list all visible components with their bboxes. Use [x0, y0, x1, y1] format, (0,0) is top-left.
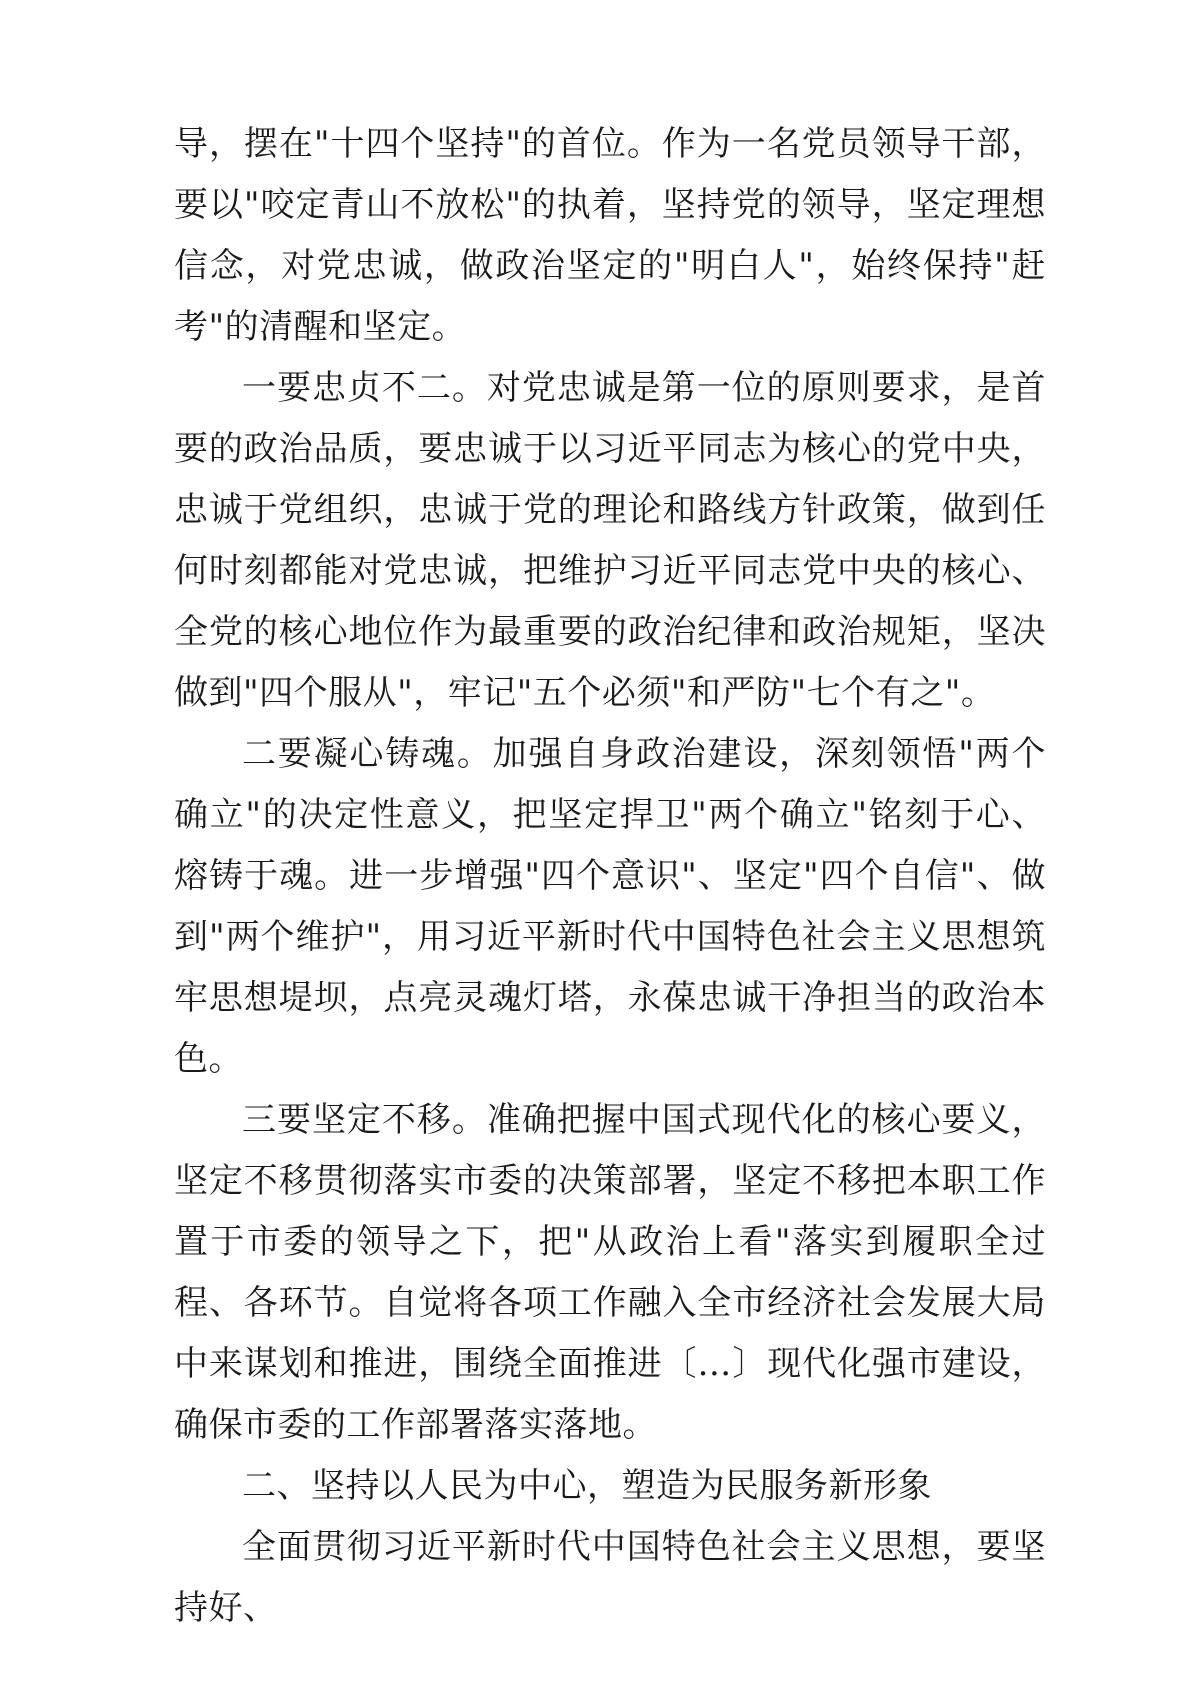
document-body [174, 114, 1046, 1639]
paragraph: 三要坚定不移。准确把握中国式现代化的核心要义，坚定不移贯彻落实市委的决策部署，坚定不移把本职工作置于市委的领导之下，把"从政治上看"落实到履职全过程、各环节。自觉将各项工作融入全市经济社会发展大局中来谋划和推进，围绕全面推进〔…〕现代化强市建设，确保市委的工作部署落实落地。 [174, 1100, 1046, 1445]
paragraph: 一要忠贞不二。对党忠诚是第一位的原则要求，是首要的政治品质，要忠诚于以习近平同志为核心的党中央，忠诚于党组织，忠诚于党的理论和路线方针政策，做到任何时刻都能对党忠诚，把维护习近平同志党中央的核心、全党的核心地位作为最重要的政治纪律和政治规矩，坚决做到"四个服从"，牢记"五个必须"和严防"七个有之"。 [174, 368, 1046, 713]
section-heading: 二、坚持以人民为中心，塑造为民服务新形象 [242, 1466, 932, 1506]
paragraph: 导，摆在"十四个坚持"的首位。作为一名党员领导干部，要以"咬定青山不放松"的执着，坚持党的领导，坚定理想信念，对党忠诚，做政治坚定的"明白人"，始终保持"赶考"的清醒和坚定。 [174, 124, 1046, 347]
paragraph: 二要凝心铸魂。加强自身政治建设，深刻领悟"两个确立"的决定性意义，把坚定捍卫"两个确立"铭刻于心、熔铸于魂。进一步增强"四个意识"、坚定"四个自信"、做到"两个维护"，用习近平新时代中国特色社会主义思想筑牢思想堤坝，点亮灵魂灯塔，永葆忠诚干净担当的政治本色。 [174, 734, 1046, 1079]
paragraph: 全面贯彻习近平新时代中国特色社会主义思想，要坚持好、 [174, 1527, 1046, 1628]
